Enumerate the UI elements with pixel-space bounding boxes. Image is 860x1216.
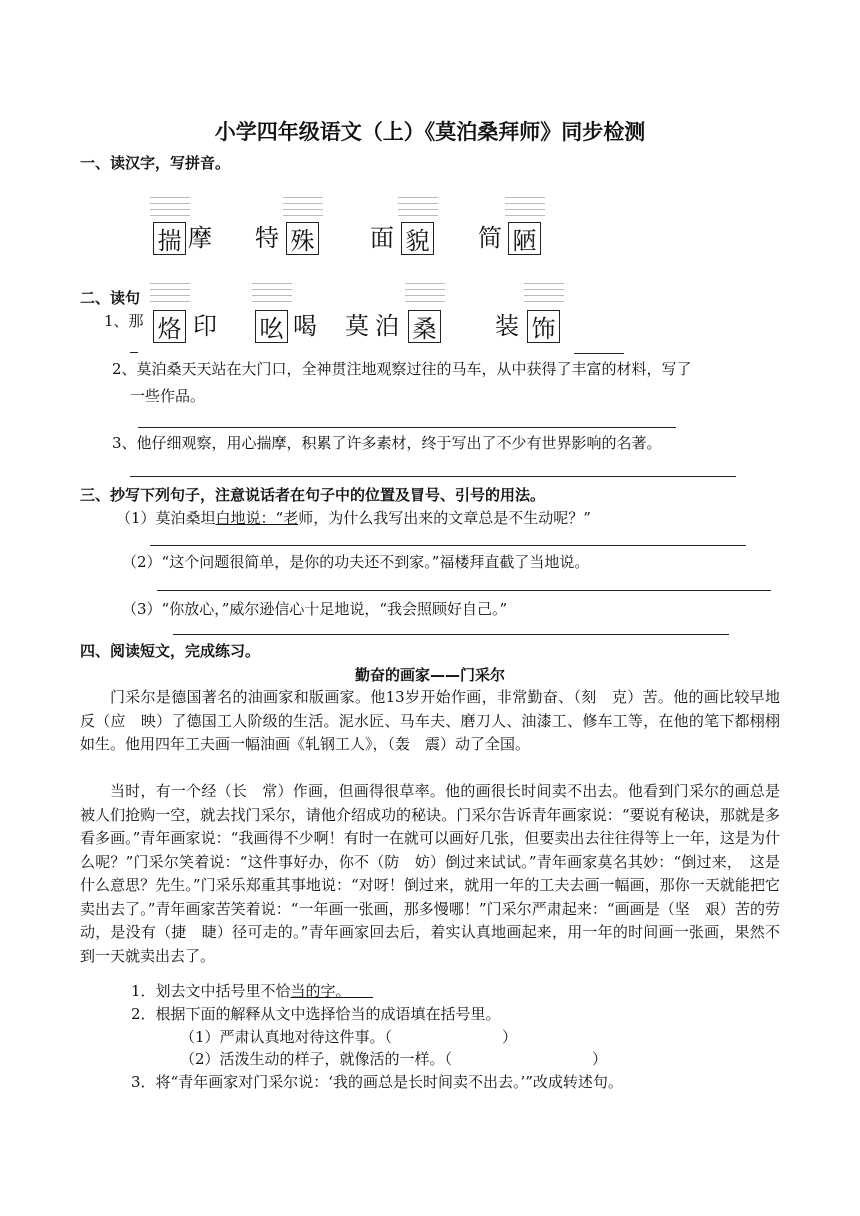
sentence-1: （1）莫泊桑坦白地说：“老师，为什么我写出来的文章总是不生动呢？” (116, 509, 591, 527)
page-title: 小学四年级语文（上）《莫泊桑拜师》同步检测 (214, 120, 646, 144)
hanzi: 面 (370, 224, 394, 252)
section-2-item-2-line-1: 2、莫泊桑天天站在大门口，全神贯注地观察过往的马车，从中获得了丰富的材料，写了 (112, 360, 692, 378)
hanzi-box: 殊 (286, 222, 319, 255)
answer-line (130, 476, 736, 477)
answer-line (157, 590, 771, 591)
hanzi-box: 饰 (527, 310, 560, 343)
section-3-heading: 三、抄写下列句子，注意说话者在句子中的位置及冒号、引号的用法。 (80, 486, 546, 504)
hanzi: 装 (495, 312, 519, 340)
section-2-item-1-prefix: 1、那 (104, 312, 144, 330)
answer-line (150, 545, 746, 546)
question-2-2: （2）活泼生动的样子，就像活的一样。（ ） (180, 1050, 608, 1068)
hanzi: 泊 (375, 312, 399, 340)
hanzi-box: 揣 (153, 222, 186, 255)
article-paragraph-1: 门采尔是德国著名的油画家和版画家。他13岁开始作画，非常勤奋、（刻 克）苦。他的画比较早地反（应 映）了德国工人阶级的生活。泥水匠、马车夫、磨刀人、油漆工、修车工等，在他的笔下都栩栩如生。他用四年工夫画一幅油画《轧钢工人》，（轰 震）动了全国。 (80, 688, 780, 753)
hanzi: 特 (255, 224, 279, 252)
question-1: 1．划去文中括号里不恰当的字。 (131, 982, 344, 1000)
sentence-3: （3）“你放心，”威尔逊信心十足地说，“我会照顾好自己。” (122, 600, 508, 618)
hanzi-box: 桑 (408, 310, 441, 343)
question-3: 3．将“青年画家对门采尔说：‘我的画总是长时间卖不出去。’”改成转述句。 (131, 1073, 623, 1091)
section-2-item-2-line-2: 一些作品。 (130, 387, 206, 405)
hanzi: 喝 (293, 312, 317, 340)
article-title: 勤奋的画家——门采尔 (354, 666, 505, 684)
hanzi-box: 貌 (401, 222, 434, 255)
hanzi-box: 吆 (255, 310, 288, 343)
hanzi: 莫 (345, 312, 369, 340)
section-2-item-3: 3、他仔细观察，用心揣摩，积累了许多素材，终于写出了不少有世界影响的名著。 (112, 434, 662, 452)
sentence-2: （2）“这个问题很简单，是你的功夫还不到家。”福楼拜直截了当地说。 (122, 553, 590, 571)
answer-line (173, 634, 729, 635)
hanzi-box: 烙 (153, 310, 186, 343)
section-4-heading: 四、阅读短文，完成练习。 (80, 642, 261, 660)
question-2-1: （1）严肃认真地对待这件事。（ ） (180, 1028, 518, 1046)
hanzi: 印 (193, 312, 217, 340)
section-1-heading: 一、读汉字，写拼音。 (80, 154, 231, 172)
hanzi: 简 (478, 224, 502, 252)
answer-line (130, 352, 138, 353)
section-2-heading: 二、读句 (80, 289, 141, 307)
answer-line (138, 427, 676, 428)
question-2: 2．根据下面的解释从文中选择恰当的成语填在括号里。 (131, 1005, 501, 1023)
hanzi: 摩 (188, 224, 212, 252)
hanzi-box: 陋 (508, 222, 541, 255)
article-paragraph-2: 当时，有一个经（长 常）作画，但画得很草率。他的画很长时间卖不出去。他看到门采尔的画总是被人们抢购一空，就去找门采尔，请他介绍成功的秘诀。门采尔告诉青年画家说：“要说有秘诀，那就是多看多画。”青年画家说：“我画得不少啊！有时一在就可以画好几张，但要卖出去往往得等上一年，这是为什么呢？”门采尔笑着说：“这件事好办，你不（防 妨）倒过来试试。”青年画家莫名其妙：“倒过来， 这是什么意思？先生。”门采乐郑重其事地说：“对呀！倒过来，就用一年的工夫去画一幅画，那你一天就能把它卖出去了。”青年画家苦笑着说：“一年画一张画，那多慢哪！”门采尔严肃起来：“画画是（坚 艰）苦的劳动，是没有（捷 睫）径可走的。”青年画家回去后，着实认真地画起来，用一年的时间画一张画，果然不到一天就卖出去了。 (80, 782, 780, 965)
answer-line (574, 353, 624, 354)
